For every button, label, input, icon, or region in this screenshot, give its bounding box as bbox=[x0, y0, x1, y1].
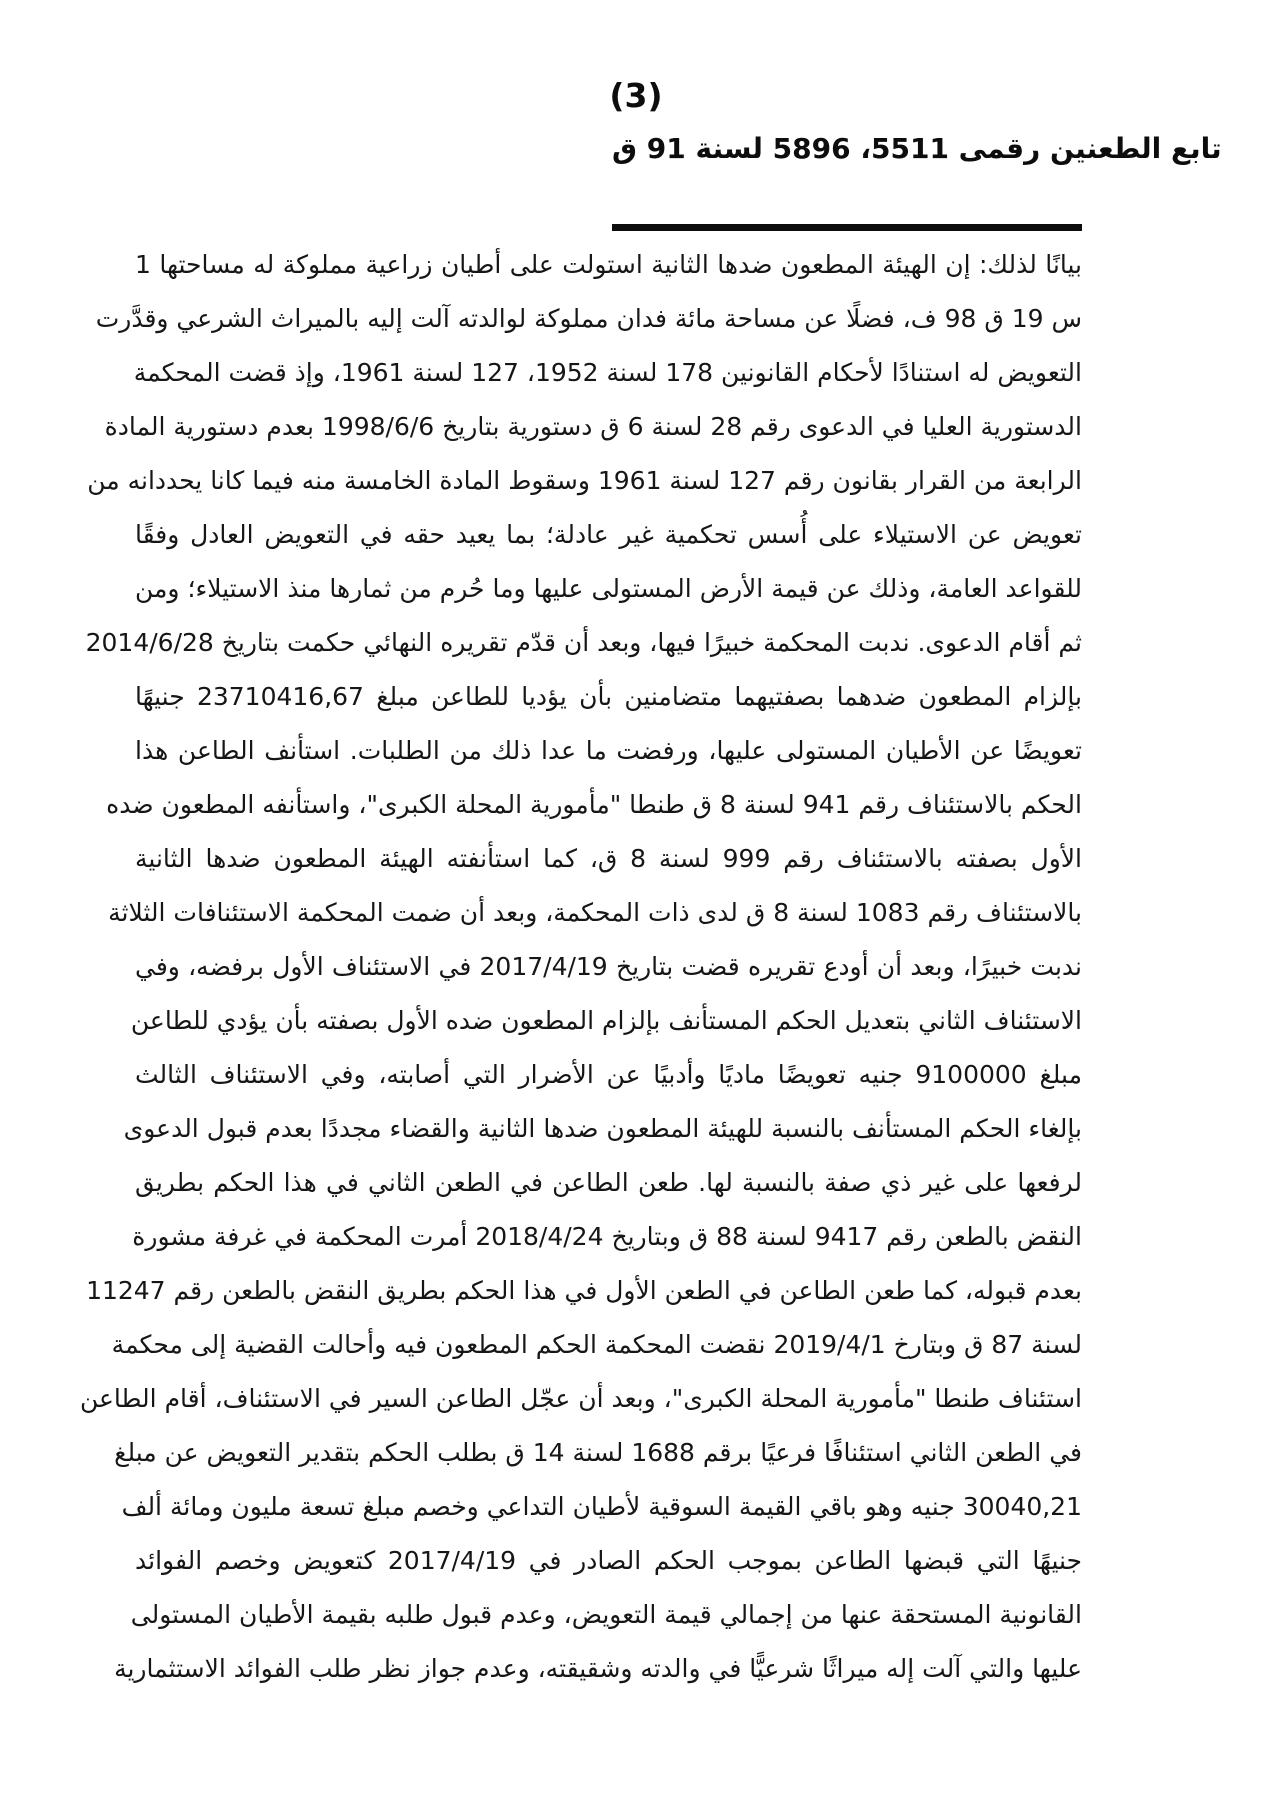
text-line: الرابعة من القرار بقانون رقم 127 لسنة 1961 وسقوط المادة الخامسة منه فيما كانا يحددانه من bbox=[87, 466, 1082, 495]
text-line: الأول بصفته بالاستئناف رقم 999 لسنة 8 ق، كما استأنفته الهيئة المطعون ضدها الثانية bbox=[135, 844, 1083, 873]
text-line: ندبت خبيرًا، وبعد أن أودع تقريره قضت بتاريخ 2017/4/19 في الاستئناف الأول برفضه، وفي bbox=[135, 952, 1082, 981]
text-line: تعويضًا عن الأطيان المستولى عليها، ورفضت ما عدا ذلك من الطلبات. استأنف الطاعن هذا bbox=[135, 736, 1082, 765]
text-line: بعدم قبوله، كما طعن الطاعن في الطعن الأول في هذا الحكم بطريق النقض بالطعن رقم 11247 bbox=[86, 1276, 1082, 1305]
text-line: بالاستئناف رقم 1083 لسنة 8 ق لدى ذات المحكمة، وبعد أن ضمت المحكمة الاستئنافات الثلاثة bbox=[108, 898, 1082, 927]
document-body bbox=[79, 238, 1083, 1696]
text-line: تعويض عن الاستيلاء على أُسس تحكمية غير عادلة؛ بما يعيد حقه في التعويض العادل وفقًا bbox=[135, 520, 1082, 549]
text-line: التعويض له استنادًا لأحكام القانونين 178 لسنة 1952، 127 لسنة 1961، وإذ قضت المحكمة bbox=[133, 358, 1082, 387]
text-line: مبلغ 9100000 جنيه تعويضًا ماديًا وأدبيًا عن الأضرار التي أصابته، وفي الاستئناف الثالث bbox=[135, 1060, 1082, 1089]
text-line: س 19 ق 98 ف، فضلًا عن مساحة مائة فدان مملوكة لوالدته آلت إليه بالميراث الشرعي وقدَّرت bbox=[95, 304, 1082, 333]
text-line: النقض بالطعن رقم 9417 لسنة 88 ق وبتاريخ 2018/4/24 أمرت المحكمة في غرفة مشورة bbox=[132, 1222, 1082, 1251]
text-line: في الطعن الثاني استئنافًا فرعيًا برقم 1688 لسنة 14 ق بطلب الحكم بتقدير التعويض عن مبلغ bbox=[114, 1438, 1082, 1467]
text-line: استئناف طنطا "مأمورية المحلة الكبرى"، وبعد أن عجّل الطاعن السير في الاستئناف، أقام الطاعن bbox=[79, 1384, 1082, 1413]
text-line: ثم أقام الدعوى. ندبت المحكمة خبيرًا فيها، وبعد أن قدّم تقريره النهائي حكمت بتاريخ 2014/6/28 bbox=[85, 628, 1082, 657]
text-line: الدستورية العليا في الدعوى رقم 28 لسنة 6 ق دستورية بتاريخ 1998/6/6 بعدم دستورية المادة bbox=[104, 412, 1082, 441]
text-line: للقواعد العامة، وذلك عن قيمة الأرض المستولى عليها وما حُرم من ثمارها منذ الاستيلاء؛ ومن bbox=[135, 574, 1082, 603]
text-line: لسنة 87 ق وبتارخ 2019/4/1 نقضت المحكمة الحكم المطعون فيه وأحالت القضية إلى محكمة bbox=[111, 1330, 1082, 1359]
text-line: جنيهًا التي قبضها الطاعن بموجب الحكم الصادر في 2017/4/19 كتعويض وخصم الفوائد bbox=[135, 1546, 1083, 1575]
text-line: القانونية المستحقة عنها من إجمالي قيمة التعويض، وعدم قبول طلبه بقيمة الأطيان المستولى bbox=[130, 1600, 1082, 1629]
text-line: عليها والتي آلت إله ميراثًا شرعيًّا في والدته وشقيقته، وعدم جواز نظر طلب الفوائد الاستثمارية bbox=[114, 1654, 1082, 1683]
header-rule-divider bbox=[612, 224, 1082, 231]
text-line: الاستئناف الثاني بتعديل الحكم المستأنف بإلزام المطعون ضده الأول بصفته بأن يؤدي للطاعن bbox=[130, 1006, 1082, 1035]
text-line: بإلغاء الحكم المستأنف بالنسبة للهيئة المطعون ضدها الثانية والقضاء مجددًا بعدم قبول الدعوى bbox=[123, 1114, 1082, 1143]
text-line: لرفعها على غير ذي صفة بالنسبة لها. طعن الطاعن في الطعن الثاني في هذا الحكم بطريق bbox=[135, 1168, 1082, 1197]
text-line: 30040,21 جنيه وهو باقي القيمة السوقية لأطيان التداعي وخصم مبلغ تسعة مليون ومائة ألف bbox=[121, 1492, 1082, 1521]
text-line: الحكم بالاستئناف رقم 941 لسنة 8 ق طنطا "مأمورية المحلة الكبرى"، واستأنفه المطعون ضده bbox=[106, 790, 1082, 819]
case-header-line: تابع الطعنين رقمى 5511، 5896 لسنة 91 ق bbox=[612, 132, 1222, 165]
text-line: بإلزام المطعون ضدهما بصفتيهما متضامنين بأن يؤديا للطاعن مبلغ 23710416,67 جنيهًا bbox=[135, 682, 1082, 711]
text-line: بيانًا لذلك: إن الهيئة المطعون ضدها الثانية استولت على أطيان زراعية مملوكة له مساحتها 1 bbox=[135, 250, 1082, 279]
page-number: (3) bbox=[609, 76, 663, 115]
